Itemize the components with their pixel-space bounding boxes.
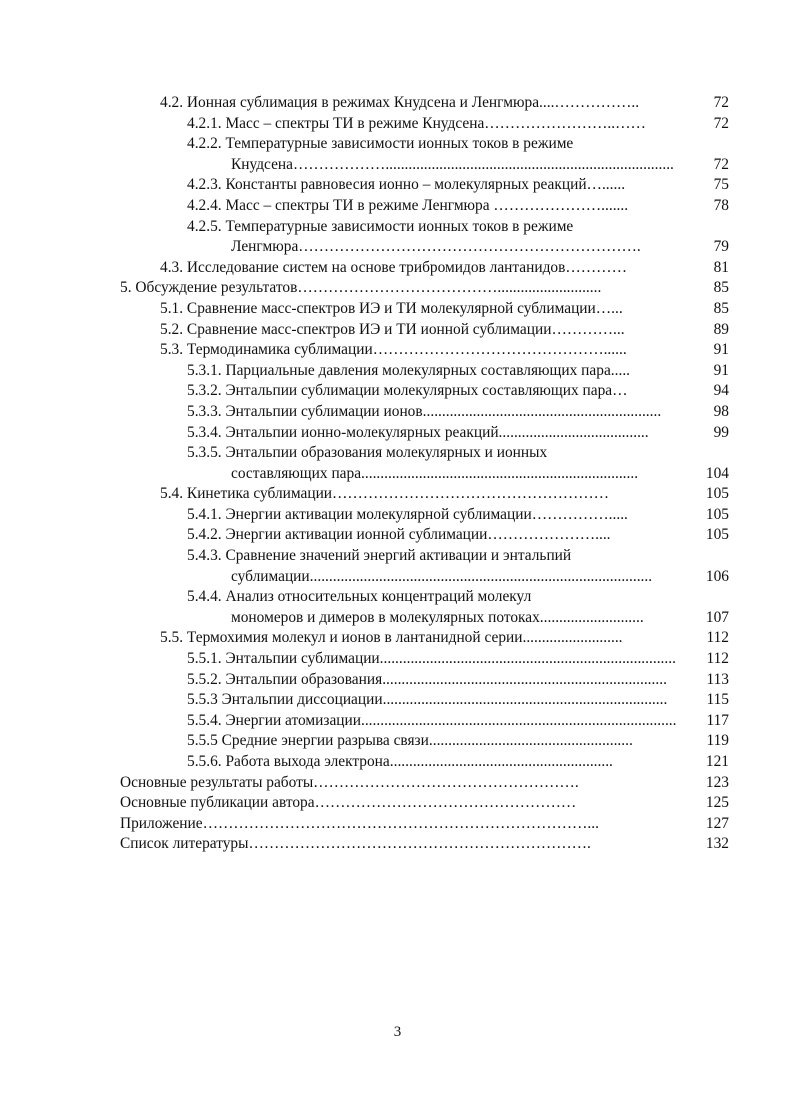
toc-entry-page: 81 <box>713 258 729 276</box>
toc-entry-title: 5.4.1. Энергии активации молекулярной сублимации……………..... <box>187 505 628 523</box>
toc-entry <box>0 114 795 135</box>
toc-entry-title: 5.4. Кинетика сублимации……………………………………………… <box>160 485 610 503</box>
toc-entry-title: 4.2.3. Константы равновесия ионно – молекулярных реакций…...... <box>187 176 626 194</box>
toc-entry-title: 4.2.4. Масс – спектры ТИ в режиме Ленгмюра …………………....... <box>187 196 629 214</box>
toc-entry-page: 72 <box>713 155 729 173</box>
toc-entry <box>0 505 795 526</box>
toc-entry <box>0 196 795 217</box>
toc-entry-title: 4.2. Ионная сублимация в режимах Кнудсена и Ленгмюра....…………….. <box>160 94 640 111</box>
toc-entry-title: Основные результаты работы……………………………………………. <box>120 773 579 791</box>
toc-entry <box>0 217 795 238</box>
toc-entry-title: сублимации......................................................................................... <box>231 567 653 585</box>
toc-entry-page: 91 <box>713 361 729 379</box>
toc-entry <box>0 525 795 546</box>
toc-entry-page: 123 <box>705 773 729 791</box>
page-number: 3 <box>393 1024 402 1040</box>
toc-entry <box>0 340 795 361</box>
toc-entry-title: Ленгмюра…………………………………………………………. <box>231 238 641 256</box>
toc-entry-page: 85 <box>713 279 729 297</box>
toc-entry <box>0 793 795 814</box>
toc-entry-page: 104 <box>705 464 729 482</box>
toc-entry-title: Основные публикации автора…………………………………………… <box>120 794 577 812</box>
toc-entry <box>0 464 795 485</box>
toc-entry-page: 112 <box>706 650 729 668</box>
toc-entry-page: 91 <box>713 341 729 359</box>
toc-entry <box>0 546 795 567</box>
toc-entry-page: 105 <box>705 505 729 523</box>
toc-entry-title: Список литературы…………………………………………………………. <box>120 835 591 853</box>
toc-entry-title: 5.4.2. Энергии активации ионной сублимации………………….... <box>187 526 611 544</box>
toc-entry <box>0 690 795 711</box>
toc-entry-page: 125 <box>705 794 729 812</box>
toc-entry-title: 5.3. Термодинамика сублимации………………………………………...... <box>160 341 627 359</box>
toc-entry <box>0 361 795 382</box>
toc-entry-page: 72 <box>713 114 729 132</box>
toc-entry-page: 79 <box>713 238 729 256</box>
toc-entry-title: Кнудсена………………........................................................................... <box>231 155 674 173</box>
toc-entry <box>0 587 795 608</box>
toc-entry-title: составляющих пара........................................................................ <box>231 464 639 482</box>
toc-entry-page: 113 <box>706 670 729 688</box>
toc-entry-title: Приложение…………………………………………………………………... <box>120 814 599 832</box>
toc-entry-title: 5.5. Термохимия молекул и ионов в лантанидной серии.......................... <box>160 629 623 647</box>
toc-entry <box>0 278 795 299</box>
toc-entry <box>0 443 795 464</box>
toc-entry-page: 117 <box>706 711 729 729</box>
toc-entry <box>0 258 795 279</box>
toc-entry-title: мономеров и димеров в молекулярных потоках........................... <box>231 608 644 626</box>
toc-entry <box>0 773 795 794</box>
toc-entry-title: 5.1. Сравнение масс-спектров ИЭ и ТИ молекулярной сублимации…... <box>160 299 623 317</box>
toc-entry-page: 112 <box>706 629 729 647</box>
toc-entry <box>0 628 795 649</box>
toc-entry-title: 5.5.3 Энтальпии диссоциации.......................................................................... <box>187 691 668 709</box>
toc-entry <box>0 237 795 258</box>
toc-entry-page: 105 <box>705 526 729 544</box>
toc-entry <box>0 299 795 320</box>
table-of-contents <box>0 93 795 855</box>
toc-entry-title: 4.2.2. Температурные зависимости ионных токов в режиме <box>187 135 574 153</box>
toc-entry <box>0 175 795 196</box>
toc-entry-title: 5.5.2. Энтальпии образования.......................................................................... <box>187 670 667 688</box>
toc-entry-title: 5. Обсуждение результатов…………………………………........................... <box>120 279 602 297</box>
toc-entry-title: 5.5.5 Средние энергии разрыва связи..................................................... <box>187 732 633 750</box>
toc-entry <box>0 608 795 629</box>
toc-entry-page: 132 <box>705 835 729 853</box>
toc-entry-title: 5.5.6. Работа выхода электрона.......................................................... <box>187 753 613 770</box>
toc-entry <box>0 670 795 691</box>
toc-entry <box>0 320 795 341</box>
toc-entry-title: 4.2.5. Температурные зависимости ионных токов в режиме <box>187 217 574 235</box>
toc-entry <box>0 423 795 444</box>
toc-entry <box>0 711 795 732</box>
toc-entry <box>0 834 795 855</box>
toc-entry-title: 5.3.3. Энтальпии сублимации ионов.............................................................. <box>187 402 662 420</box>
toc-entry-page: 98 <box>713 402 729 420</box>
toc-entry-title: 5.5.1. Энтальпии сублимации............................................................................. <box>187 650 676 668</box>
toc-entry <box>0 381 795 402</box>
toc-entry <box>0 484 795 505</box>
toc-entry-title: 5.3.5. Энтальпии образования молекулярных и ионных <box>187 444 548 462</box>
toc-entry <box>0 155 795 176</box>
toc-entry-title: 5.3.4. Энтальпии ионно-молекулярных реакций....................................... <box>187 423 649 441</box>
toc-entry <box>0 752 795 773</box>
toc-entry <box>0 134 795 155</box>
toc-entry-page: 127 <box>705 814 729 832</box>
toc-entry <box>0 731 795 752</box>
toc-entry-page: 121 <box>705 753 729 770</box>
toc-entry-title: 5.5.4. Энергии атомизации.................................................................................. <box>187 711 677 729</box>
toc-entry-title: 5.3.1. Парциальные давления молекулярных составляющих пара..... <box>187 361 631 379</box>
toc-entry-page: 94 <box>713 382 729 400</box>
toc-entry-page: 106 <box>705 567 729 585</box>
toc-entry <box>0 402 795 423</box>
toc-entry-page: 107 <box>705 608 729 626</box>
toc-entry <box>0 814 795 835</box>
toc-entry-title: 5.4.3. Сравнение значений энергий активации и энтальпий <box>187 547 572 565</box>
toc-entry-page: 115 <box>706 691 729 709</box>
toc-entry-title: 4.3. Исследование систем на основе трибромидов лантанидов………… <box>160 258 627 276</box>
toc-entry-title: 5.2. Сравнение масс-спектров ИЭ и ТИ ионной сублимации…………... <box>160 320 625 338</box>
toc-entry-page: 99 <box>713 423 729 441</box>
toc-entry <box>0 93 795 114</box>
toc-entry-page: 105 <box>705 485 729 503</box>
toc-entry-page: 78 <box>713 196 729 214</box>
toc-entry-page: 72 <box>713 94 729 111</box>
toc-entry <box>0 567 795 588</box>
toc-entry-page: 89 <box>713 320 729 338</box>
toc-entry <box>0 649 795 670</box>
toc-entry-title: 5.3.2. Энтальпии сублимации молекулярных составляющих пара… <box>187 382 628 400</box>
toc-entry-page: 85 <box>713 299 729 317</box>
toc-entry-title: 5.4.4. Анализ относительных концентраций молекул <box>187 588 532 606</box>
toc-entry-title: 4.2.1. Масс – спектры ТИ в режиме Кнудсена……………………..…… <box>187 114 646 132</box>
toc-entry-page: 75 <box>713 176 729 194</box>
toc-entry-page: 119 <box>706 732 729 750</box>
